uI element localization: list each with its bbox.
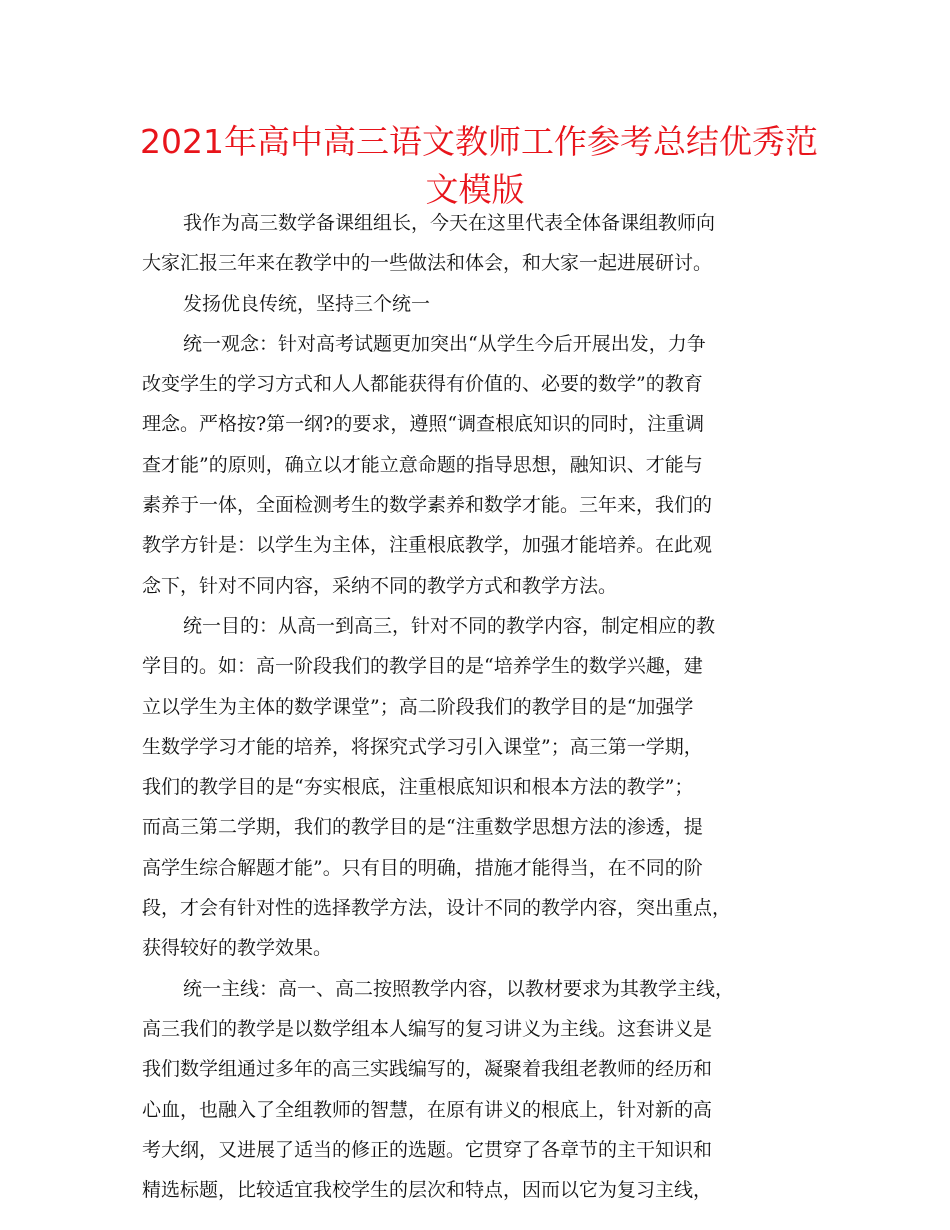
paragraph-line: 学目的。如：高一阶段我们的教学目的是“培养学生的数学兴趣，建 xyxy=(142,655,703,678)
paragraph-line: 心血，也融入了全组教师的智慧，在原有讲义的根底上，针对新的高 xyxy=(142,1098,713,1121)
paragraph-line: 念下，针对不同内容，采纳不同的教学方式和教学方法。 xyxy=(142,574,618,597)
title-line: 2021年高中高三语文教师工作参考总结优秀范 xyxy=(140,122,818,161)
paragraph-line: 高学生综合解题才能”。只有目的明确，措施才能得当，在不同的阶 xyxy=(142,856,703,879)
paragraph-line: 素养于一体，全面检测考生的数学素养和数学才能。三年来，我们的 xyxy=(142,494,713,517)
paragraph-line: 理念。严格按?第一纲?的要求，遵照“调查根底知识的同时，注重调 xyxy=(142,413,705,436)
document-body xyxy=(142,203,828,1210)
paragraph-line: 高三我们的教学是以数学组本人编写的复习讲义为主线。这套讲义是 xyxy=(142,1017,713,1040)
paragraph-line: 而高三第二学期，我们的教学目的是“注重数学思想方法的渗透，提 xyxy=(142,816,703,839)
paragraph-line: 生数学学习才能的培养，将探究式学习引入课堂”；高三第一学期， xyxy=(142,735,703,758)
paragraph-line: 统一观念：针对高考试题更加突出“从学生今后开展出发，力争 xyxy=(183,332,706,355)
paragraph-line: 考大纲，又进展了适当的修正的选题。它贯穿了各章节的主干知识和 xyxy=(142,1138,713,1161)
paragraph-line: 立以学生为主体的数学课堂”；高二阶段我们的教学目的是“加强学 xyxy=(142,695,694,718)
section-heading: 发扬优良传统，坚持三个统一 xyxy=(183,292,431,315)
paragraph-line: 统一主线：高一、高二按照教学内容，以教材要求为其教学主线， xyxy=(183,977,735,1000)
paragraph-line: 我作为高三数学备课组组长，今天在这里代表全体备课组教师向 xyxy=(183,212,716,234)
paragraph-line: 大家汇报三年来在教学中的一些做法和体会，和大家一起进展研讨。 xyxy=(142,252,713,275)
paragraph-line: 获得较好的教学效果。 xyxy=(142,937,333,960)
paragraph-line: 精选标题，比较适宜我校学生的层次和特点，因而以它为复习主线， xyxy=(142,1179,713,1202)
paragraph-line: 改变学生的学习方式和人人都能获得有价值的、必要的数学”的教育 xyxy=(142,373,703,396)
paragraph-line: 统一目的：从高一到高三，针对不同的教学内容，制定相应的教 xyxy=(183,614,716,637)
paragraph-line: 段，才会有针对性的选择教学方法，设计不同的教学内容，突出重点， xyxy=(142,897,732,920)
paragraph-line: 查才能”的原则，确立以才能立意命题的指导思想，融知识、才能与 xyxy=(142,453,703,476)
title-line: 文模版 xyxy=(425,170,525,209)
document-title xyxy=(140,118,818,214)
paragraph-line: 我们数学组通过多年的高三实践编写的，凝聚着我组老教师的经历和 xyxy=(142,1058,713,1081)
paragraph-line: 我们的教学目的是“夯实根底，注重根底知识和根本方法的教学”； xyxy=(142,776,694,799)
paragraph-line: 教学方针是：以学生为主体，注重根底教学，加强才能培养。在此观 xyxy=(142,534,713,557)
